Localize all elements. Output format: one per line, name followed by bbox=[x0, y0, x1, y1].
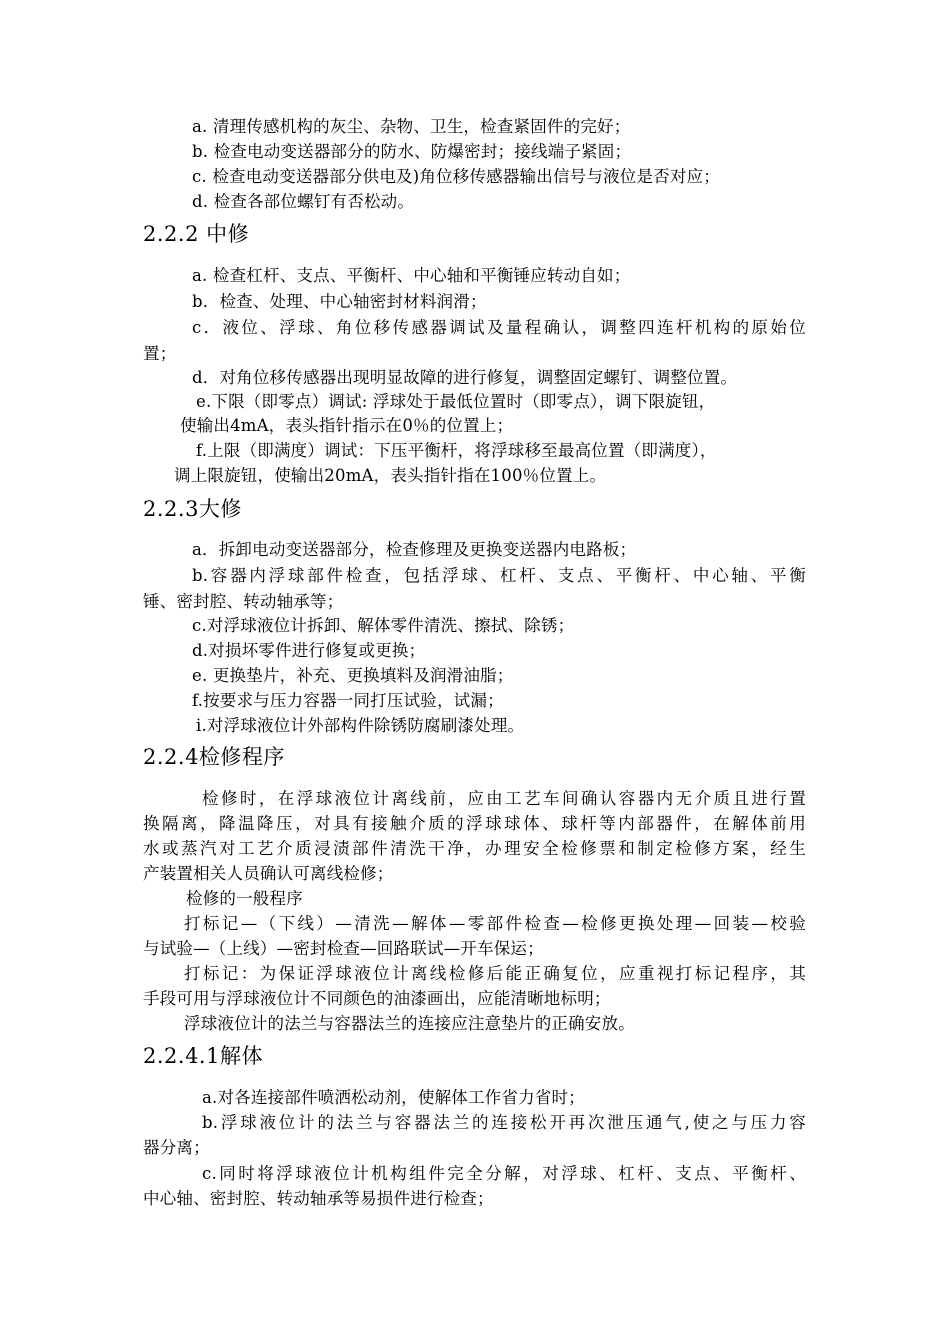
paragraph-line: 水或蒸汽对工艺介质浸渍部件清洗干净，办理安全检修票和制定检修方案，经生 bbox=[143, 839, 806, 858]
paragraph-line: 检修的一般程序 bbox=[186, 889, 303, 908]
list-item-continuation: 置； bbox=[143, 344, 177, 363]
paragraph-line: 手段可用与浮球液位计不同颜色的油漆画出，应能清晰地标明； bbox=[143, 989, 611, 1008]
list-item: b.容器内浮球部件检查，包括浮球、杠杆、支点、平衡杆、中心轴、平衡 bbox=[192, 566, 806, 585]
list-item: d.对损坏零件进行修复或更换； bbox=[192, 641, 426, 660]
list-item: b．检查、处理、中心轴密封材料润滑； bbox=[192, 292, 487, 311]
paragraph-line: 与试验—（上线）—密封检查—回路联试—开车保运； bbox=[143, 939, 544, 958]
list-item-continuation: 使输出4mA，表头指针指示在0％的位置上； bbox=[180, 416, 514, 435]
list-item-continuation: 调上限旋钮，使输出20mA，表头指针指在100％位置上。 bbox=[174, 466, 607, 485]
paragraph-line: 打标记：为保证浮球液位计离线检修后能正确复位，应重视打标记程序，其 bbox=[184, 964, 806, 983]
paragraph-line: 打标记—（下线）—清洗—解体—零部件检查—检修更换处理—回装—校验 bbox=[184, 914, 806, 933]
list-item: a. 清理传感机构的灰尘、杂物、卫生，检查紧固件的完好； bbox=[192, 117, 631, 136]
list-item: e. 更换垫片，补充、更换填料及润滑油脂； bbox=[192, 666, 514, 685]
list-item: b.浮球液位计的法兰与容器法兰的连接松开再次泄压通气,使之与压力容 bbox=[202, 1113, 806, 1132]
list-item: c. 检查电动变送器部分供电及)角位移传感器输出信号与液位是否对应； bbox=[192, 167, 720, 186]
section-heading-2-2-3: 2.2.3大修 bbox=[143, 497, 242, 521]
paragraph-line: 产装置相关人员确认可离线检修； bbox=[143, 864, 394, 883]
list-item: a.对各连接部件喷洒松动剂，使解体工作省力省时； bbox=[202, 1088, 585, 1107]
list-item: i.对浮球液位计外部构件除锈防腐刷漆处理。 bbox=[196, 716, 525, 735]
list-item: f.按要求与压力容器一同打压试验，试漏； bbox=[192, 691, 504, 710]
section-heading-2-2-4: 2.2.4检修程序 bbox=[143, 745, 285, 769]
paragraph-line: 浮球液位计的法兰与容器法兰的连接应注意垫片的正确安放。 bbox=[184, 1014, 635, 1033]
section-heading-2-2-2: 2.2.2 中修 bbox=[143, 222, 250, 246]
paragraph-line: 检修时，在浮球液位计离线前，应由工艺车间确认容器内无介质且进行置 bbox=[202, 789, 806, 808]
paragraph-line: 换隔离，降温降压，对具有接触介质的浮球球体、球杆等内部器件，在解体前用 bbox=[143, 814, 806, 833]
list-item: c.对浮球液位计拆卸、解体零件清洗、擦拭、除锈； bbox=[192, 616, 575, 635]
list-item-continuation: 器分离； bbox=[143, 1138, 210, 1157]
list-item: a. 检查杠杆、支点、平衡杆、中心轴和平衡锤应转动自如； bbox=[192, 266, 631, 285]
list-item-continuation: 锤、密封腔、转动轴承等； bbox=[143, 592, 344, 611]
list-item: d. 检查各部位螺钉有否松动。 bbox=[192, 192, 415, 211]
list-item: f.上限（即满度）调试：下压平衡杆，将浮球移至最高位置（即满度）， bbox=[196, 441, 717, 460]
list-item: a．拆卸电动变送器部分，检查修理及更换变送器内电路板； bbox=[192, 540, 637, 559]
list-item: e.下限（即零点）调试: 浮球处于最低位置时（即零点），调下限旋钮， bbox=[196, 392, 716, 411]
list-item: c．液位、浮球、角位移传感器调试及量程确认，调整四连杆机构的原始位 bbox=[192, 318, 806, 337]
list-item: c.同时将浮球液位计机构组件完全分解，对浮球、杠杆、支点、平衡杆、 bbox=[202, 1164, 806, 1183]
section-heading-2-2-4-1: 2.2.4.1解体 bbox=[143, 1044, 263, 1068]
list-item-continuation: 中心轴、密封腔、转动轴承等易损件进行检查； bbox=[143, 1189, 494, 1208]
list-item: b. 检查电动变送器部分的防水、防爆密封；接线端子紧固； bbox=[192, 142, 632, 161]
list-item: d．对角位移传感器出现明显故障的进行修复，调整固定螺钉、调整位置。 bbox=[192, 368, 738, 387]
